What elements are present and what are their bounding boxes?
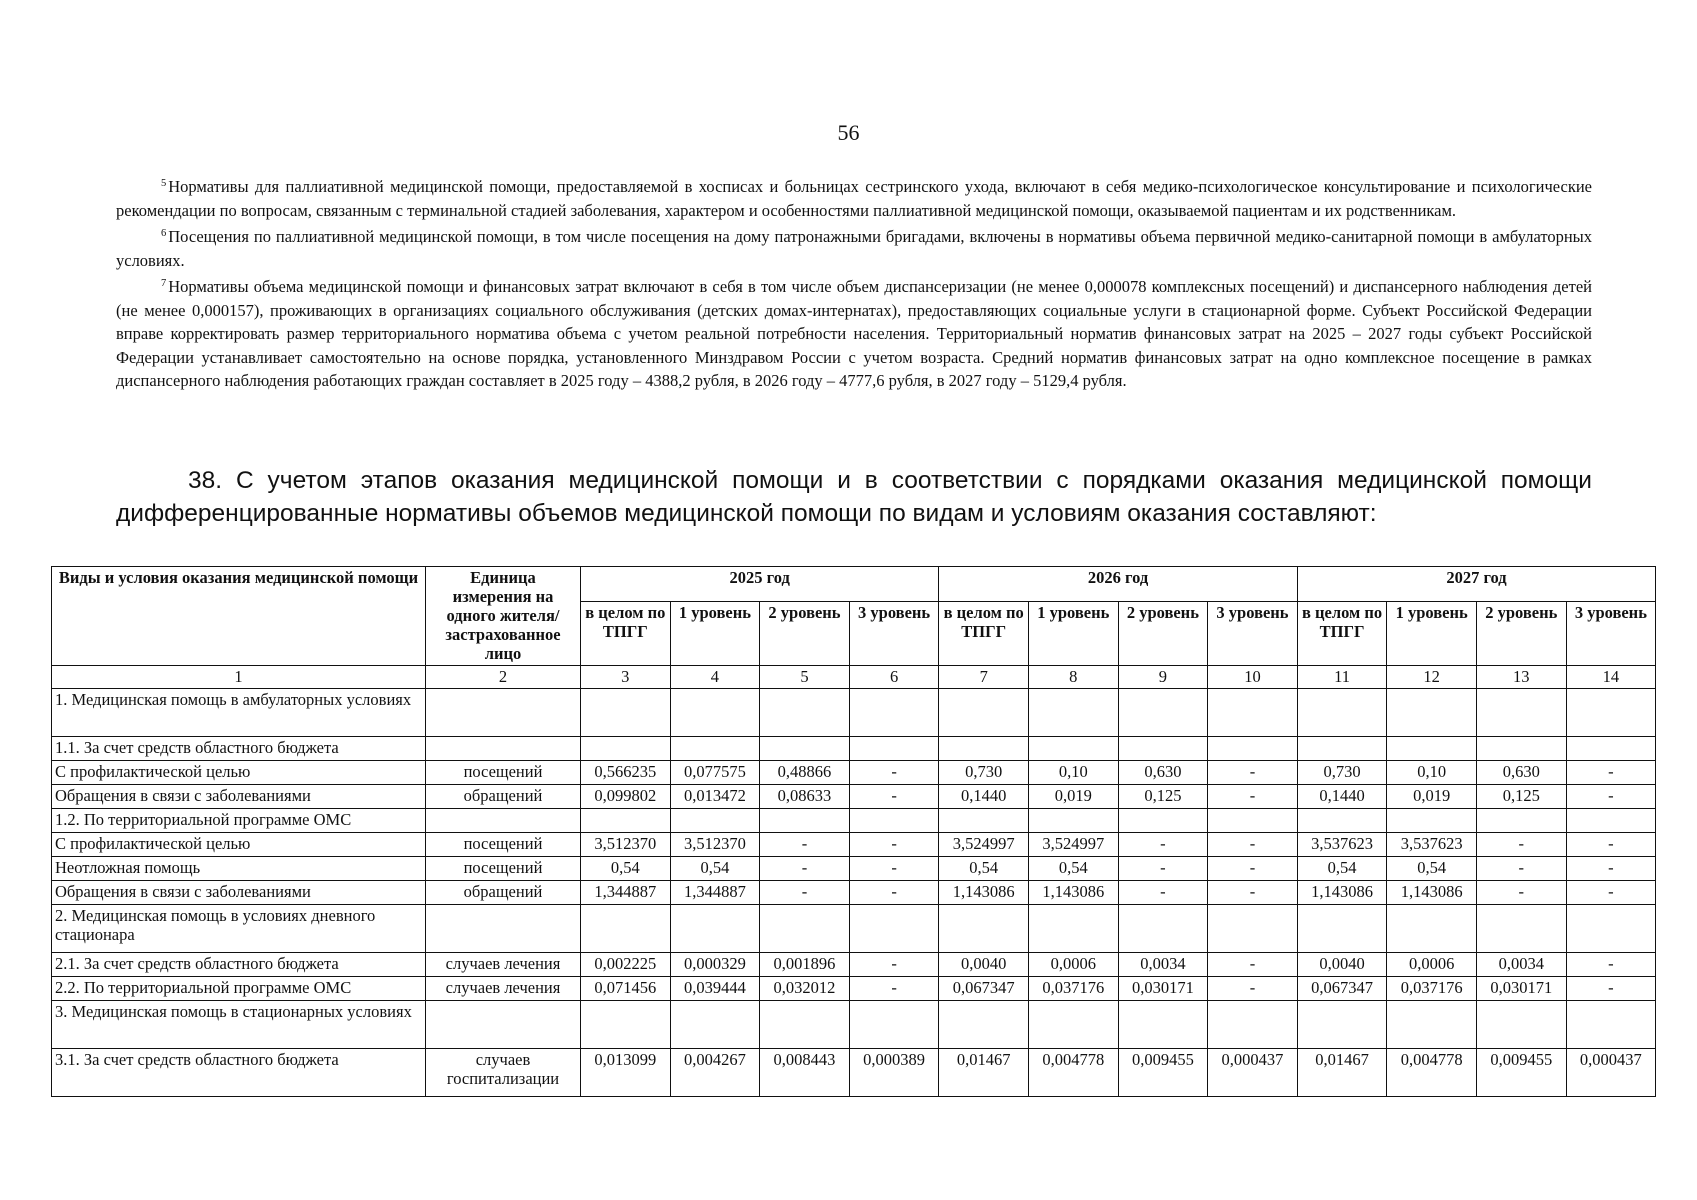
value-cell <box>1208 1001 1298 1049</box>
table-row <box>52 761 1656 785</box>
value-cell <box>1566 689 1656 737</box>
value-cell: 0,009455 <box>1118 1049 1208 1097</box>
row-unit <box>426 1001 581 1049</box>
value-cell: 0,000329 <box>670 953 760 977</box>
value-cell <box>1118 809 1208 833</box>
value-cell: - <box>1566 761 1656 785</box>
value-cell: 0,077575 <box>670 761 760 785</box>
row-label: 3. Медицинская помощь в стационарных условиях <box>52 1001 426 1049</box>
table-row <box>52 977 1656 1001</box>
row-label: 2.2. По территориальной программе ОМС <box>52 977 426 1001</box>
table-row <box>52 809 1656 833</box>
value-cell <box>1387 809 1477 833</box>
value-cell <box>1297 809 1387 833</box>
row-unit <box>426 809 581 833</box>
value-cell: 0,0040 <box>1297 953 1387 977</box>
value-cell: 0,067347 <box>1297 977 1387 1001</box>
value-cell <box>1118 905 1208 953</box>
footnote-marker: 5 <box>161 178 167 189</box>
value-cell: 0,54 <box>670 857 760 881</box>
value-cell: 0,004778 <box>1028 1049 1118 1097</box>
value-cell: 0,1440 <box>1297 785 1387 809</box>
value-cell <box>1208 905 1298 953</box>
row-label: С профилактической целью <box>52 833 426 857</box>
value-cell: 0,48866 <box>760 761 850 785</box>
table-row <box>52 1001 1656 1049</box>
value-cell: 0,009455 <box>1476 1049 1566 1097</box>
value-cell: 0,0006 <box>1387 953 1477 977</box>
value-cell <box>1566 737 1656 761</box>
row-label: 2. Медицинская помощь в условиях дневного стационара <box>52 905 426 953</box>
value-cell <box>670 905 760 953</box>
value-cell <box>1028 689 1118 737</box>
value-cell: - <box>849 761 939 785</box>
value-cell <box>849 809 939 833</box>
row-label: 1.2. По территориальной программе ОМС <box>52 809 426 833</box>
row-label: Обращения в связи с заболеваниями <box>52 881 426 905</box>
row-label: 2.1. За счет средств областного бюджета <box>52 953 426 977</box>
value-cell: - <box>1566 953 1656 977</box>
value-cell <box>1297 905 1387 953</box>
value-cell <box>849 1001 939 1049</box>
section-heading: 38. С учетом этапов оказания медицинской помощи и в соответствии с порядками оказания медицинской помощи дифференцированные нормативы объемов медицинской помощи по видам и условиям оказания составляют: <box>116 467 1592 527</box>
row-unit: обращений <box>426 881 581 905</box>
value-cell <box>670 809 760 833</box>
value-cell: - <box>760 857 850 881</box>
value-cell: 0,01467 <box>1297 1049 1387 1097</box>
value-cell <box>581 809 671 833</box>
table-row <box>52 1049 1656 1097</box>
value-cell <box>1028 737 1118 761</box>
value-cell: 0,08633 <box>760 785 850 809</box>
row-unit: случаев госпитализации <box>426 1049 581 1097</box>
value-cell <box>1208 737 1298 761</box>
value-cell <box>1476 809 1566 833</box>
value-cell: 0,039444 <box>670 977 760 1001</box>
value-cell <box>760 905 850 953</box>
value-cell <box>1118 737 1208 761</box>
value-cell <box>1387 1001 1477 1049</box>
header-types-conditions: Виды и условия оказания медицинской помощи <box>52 567 426 666</box>
value-cell <box>1476 689 1566 737</box>
row-unit: обращений <box>426 785 581 809</box>
value-cell: - <box>1566 785 1656 809</box>
value-cell: - <box>1208 761 1298 785</box>
table-row <box>52 737 1656 761</box>
value-cell: 0,1440 <box>939 785 1029 809</box>
value-cell <box>1566 809 1656 833</box>
column-number: 4 <box>670 666 760 689</box>
row-unit: посещений <box>426 857 581 881</box>
value-cell <box>760 1001 850 1049</box>
header-total-tpgg: в целом по ТПГГ <box>1297 602 1387 666</box>
value-cell: 0,037176 <box>1387 977 1477 1001</box>
column-number: 9 <box>1118 666 1208 689</box>
value-cell: - <box>1118 881 1208 905</box>
value-cell: - <box>849 953 939 977</box>
value-cell: - <box>849 977 939 1001</box>
value-cell: - <box>1208 881 1298 905</box>
value-cell: 1,143086 <box>1387 881 1477 905</box>
value-cell: 0,030171 <box>1118 977 1208 1001</box>
value-cell <box>581 689 671 737</box>
header-level-3: 3 уровень <box>849 602 939 666</box>
footnote-marker: 7 <box>161 278 167 289</box>
normative-volumes-table <box>51 566 1656 1097</box>
value-cell <box>760 737 850 761</box>
value-cell: - <box>1566 881 1656 905</box>
value-cell: 0,0034 <box>1476 953 1566 977</box>
value-cell: 0,037176 <box>1028 977 1118 1001</box>
value-cell: 0,10 <box>1028 761 1118 785</box>
value-cell <box>939 1001 1029 1049</box>
value-cell: 0,019 <box>1028 785 1118 809</box>
value-cell <box>1297 689 1387 737</box>
table-header <box>52 567 1656 689</box>
value-cell <box>1566 905 1656 953</box>
value-cell: 0,000389 <box>849 1049 939 1097</box>
row-unit: посещений <box>426 833 581 857</box>
value-cell <box>760 809 850 833</box>
header-level-1: 1 уровень <box>1387 602 1477 666</box>
value-cell: 0,032012 <box>760 977 850 1001</box>
value-cell: 1,344887 <box>670 881 760 905</box>
column-number: 14 <box>1566 666 1656 689</box>
row-unit <box>426 905 581 953</box>
value-cell: - <box>1566 857 1656 881</box>
value-cell <box>1387 905 1477 953</box>
value-cell: - <box>849 785 939 809</box>
value-cell: - <box>849 833 939 857</box>
value-cell: 1,344887 <box>581 881 671 905</box>
table-row <box>52 881 1656 905</box>
footnote-marker: 6 <box>161 228 167 239</box>
value-cell: - <box>760 881 850 905</box>
value-cell: 0,002225 <box>581 953 671 977</box>
value-cell: 0,004267 <box>670 1049 760 1097</box>
value-cell: - <box>1566 833 1656 857</box>
column-number: 3 <box>581 666 671 689</box>
row-label: С профилактической целью <box>52 761 426 785</box>
value-cell: 0,067347 <box>939 977 1029 1001</box>
value-cell: 0,000437 <box>1566 1049 1656 1097</box>
value-cell: 0,001896 <box>760 953 850 977</box>
value-cell: - <box>1476 857 1566 881</box>
value-cell: 0,013472 <box>670 785 760 809</box>
value-cell <box>1028 809 1118 833</box>
header-unit: Единица измерения на одного жителя/ застрахованное лицо <box>426 567 581 666</box>
value-cell: 0,099802 <box>581 785 671 809</box>
row-label: 3.1. За счет средств областного бюджета <box>52 1049 426 1097</box>
table-row <box>52 689 1656 737</box>
value-cell: - <box>1566 977 1656 1001</box>
value-cell <box>939 905 1029 953</box>
column-number: 6 <box>849 666 939 689</box>
value-cell: 0,008443 <box>760 1049 850 1097</box>
value-cell: - <box>849 857 939 881</box>
value-cell: 0,54 <box>1297 857 1387 881</box>
value-cell: 0,0040 <box>939 953 1029 977</box>
header-level-1: 1 уровень <box>1028 602 1118 666</box>
column-number: 11 <box>1297 666 1387 689</box>
header-level-3: 3 уровень <box>1566 602 1656 666</box>
value-cell <box>670 737 760 761</box>
value-cell: - <box>1476 833 1566 857</box>
value-cell <box>849 905 939 953</box>
value-cell <box>939 689 1029 737</box>
value-cell <box>1476 737 1566 761</box>
value-cell <box>1297 737 1387 761</box>
table-row <box>52 833 1656 857</box>
row-unit: посещений <box>426 761 581 785</box>
header-year-2025: 2025 год <box>581 567 939 602</box>
value-cell: 1,143086 <box>1028 881 1118 905</box>
footnote-text: Нормативы для паллиативной медицинской помощи, предоставляемой в хосписах и больницах сестринского ухода, включают в себя медико-психологическое консультирование и психологические рекомендации по вопросам, связанным с терминальной стадией заболевания, характером и особенностями паллиативной медицинской помощи, оказываемой пациентам и их родственникам. <box>116 177 1592 220</box>
column-number: 1 <box>52 666 426 689</box>
table-row <box>52 905 1656 953</box>
row-unit <box>426 737 581 761</box>
footnote-5 <box>116 172 1592 222</box>
column-number: 8 <box>1028 666 1118 689</box>
table-row <box>52 785 1656 809</box>
value-cell: - <box>1118 833 1208 857</box>
row-unit: случаев лечения <box>426 977 581 1001</box>
value-cell: 0,071456 <box>581 977 671 1001</box>
value-cell: 0,630 <box>1476 761 1566 785</box>
header-level-1: 1 уровень <box>670 602 760 666</box>
footnote-7 <box>116 272 1592 393</box>
value-cell: 0,54 <box>1387 857 1477 881</box>
value-cell <box>581 905 671 953</box>
column-number: 7 <box>939 666 1029 689</box>
value-cell: 0,000437 <box>1208 1049 1298 1097</box>
value-cell <box>849 689 939 737</box>
value-cell: 0,730 <box>1297 761 1387 785</box>
value-cell: 0,013099 <box>581 1049 671 1097</box>
footnote-6 <box>116 222 1592 272</box>
header-year-2026: 2026 год <box>939 567 1297 602</box>
value-cell: 0,0034 <box>1118 953 1208 977</box>
value-cell: 1,143086 <box>1297 881 1387 905</box>
value-cell: - <box>1208 857 1298 881</box>
value-cell: 3,512370 <box>581 833 671 857</box>
value-cell <box>1297 1001 1387 1049</box>
value-cell: 0,125 <box>1476 785 1566 809</box>
footnote-text: Нормативы объема медицинской помощи и финансовых затрат включают в себя в том числе объем диспансеризации (не менее 0,000078 комплексных посещений) и диспансерного наблюдения детей (не менее 0,000157), проживающих в организациях социального обслуживания (детских домах-интернатах), предоставляющих социальные услуги в стационарной форме. Субъект Российской Федерации вправе корректировать размер территориального норматива объема с учетом реальной потребности населения. Территориальный норматив финансовых затрат на 2025 – 2027 годы субъект Российской Федерации устанавливает самостоятельно на основе порядка, установленного Минздравом России с учетом возраста. Средний норматив финансовых затрат на одно комплексное посещение в рамках диспансерного наблюдения работающих граждан составляет в 2025 году – 4388,2 рубля, в 2026 году – 4777,6 рубля, в 2027 году – 5129,4 рубля. <box>116 277 1592 390</box>
column-number: 10 <box>1208 666 1298 689</box>
value-cell: 1,143086 <box>939 881 1029 905</box>
value-cell: 0,0006 <box>1028 953 1118 977</box>
table-body <box>52 689 1656 1097</box>
value-cell: 3,524997 <box>939 833 1029 857</box>
value-cell: - <box>1208 833 1298 857</box>
value-cell <box>939 809 1029 833</box>
value-cell: - <box>1208 977 1298 1001</box>
header-total-tpgg: в целом по ТПГГ <box>581 602 671 666</box>
value-cell <box>1028 1001 1118 1049</box>
value-cell: 3,537623 <box>1297 833 1387 857</box>
header-level-3: 3 уровень <box>1208 602 1298 666</box>
value-cell: 0,730 <box>939 761 1029 785</box>
value-cell <box>670 1001 760 1049</box>
row-unit <box>426 689 581 737</box>
footnote-text: Посещения по паллиативной медицинской помощи, в том числе посещения на дому патронажными бригадами, включены в нормативы объема первичной медико-санитарной помощи в амбулаторных условиях. <box>116 227 1592 270</box>
value-cell: - <box>1476 881 1566 905</box>
value-cell <box>1387 737 1477 761</box>
value-cell: 0,004778 <box>1387 1049 1477 1097</box>
page-number: 56 <box>837 120 860 145</box>
row-label: 1. Медицинская помощь в амбулаторных условиях <box>52 689 426 737</box>
column-number-row <box>52 666 1656 689</box>
column-number: 2 <box>426 666 581 689</box>
value-cell <box>670 689 760 737</box>
value-cell: 0,54 <box>939 857 1029 881</box>
value-cell: 0,54 <box>581 857 671 881</box>
value-cell <box>1208 809 1298 833</box>
row-unit: случаев лечения <box>426 953 581 977</box>
value-cell: 0,630 <box>1118 761 1208 785</box>
value-cell <box>1118 689 1208 737</box>
value-cell: - <box>1208 953 1298 977</box>
value-cell: - <box>849 881 939 905</box>
value-cell <box>1028 905 1118 953</box>
header-level-2: 2 уровень <box>1476 602 1566 666</box>
row-label: Обращения в связи с заболеваниями <box>52 785 426 809</box>
value-cell: 0,019 <box>1387 785 1477 809</box>
value-cell <box>1476 1001 1566 1049</box>
row-label: 1.1. За счет средств областного бюджета <box>52 737 426 761</box>
column-number: 5 <box>760 666 850 689</box>
header-level-2: 2 уровень <box>760 602 850 666</box>
table-row <box>52 953 1656 977</box>
footnotes <box>116 172 1592 393</box>
value-cell: 0,54 <box>1028 857 1118 881</box>
value-cell: 0,01467 <box>939 1049 1029 1097</box>
value-cell <box>939 737 1029 761</box>
value-cell: - <box>1208 785 1298 809</box>
value-cell <box>1387 689 1477 737</box>
value-cell: - <box>1118 857 1208 881</box>
value-cell <box>581 1001 671 1049</box>
value-cell <box>1476 905 1566 953</box>
value-cell: 0,10 <box>1387 761 1477 785</box>
value-cell: 3,512370 <box>670 833 760 857</box>
value-cell: 3,524997 <box>1028 833 1118 857</box>
header-level-2: 2 уровень <box>1118 602 1208 666</box>
value-cell: - <box>760 833 850 857</box>
row-label: Неотложная помощь <box>52 857 426 881</box>
value-cell <box>581 737 671 761</box>
value-cell <box>1208 689 1298 737</box>
value-cell <box>849 737 939 761</box>
column-number: 12 <box>1387 666 1477 689</box>
value-cell <box>1118 1001 1208 1049</box>
value-cell: 0,566235 <box>581 761 671 785</box>
header-year-2027: 2027 год <box>1297 567 1655 602</box>
value-cell <box>760 689 850 737</box>
value-cell: 0,125 <box>1118 785 1208 809</box>
header-total-tpgg: в целом по ТПГГ <box>939 602 1029 666</box>
value-cell: 3,537623 <box>1387 833 1477 857</box>
column-number: 13 <box>1476 666 1566 689</box>
value-cell: 0,030171 <box>1476 977 1566 1001</box>
table-row <box>52 857 1656 881</box>
value-cell <box>1566 1001 1656 1049</box>
